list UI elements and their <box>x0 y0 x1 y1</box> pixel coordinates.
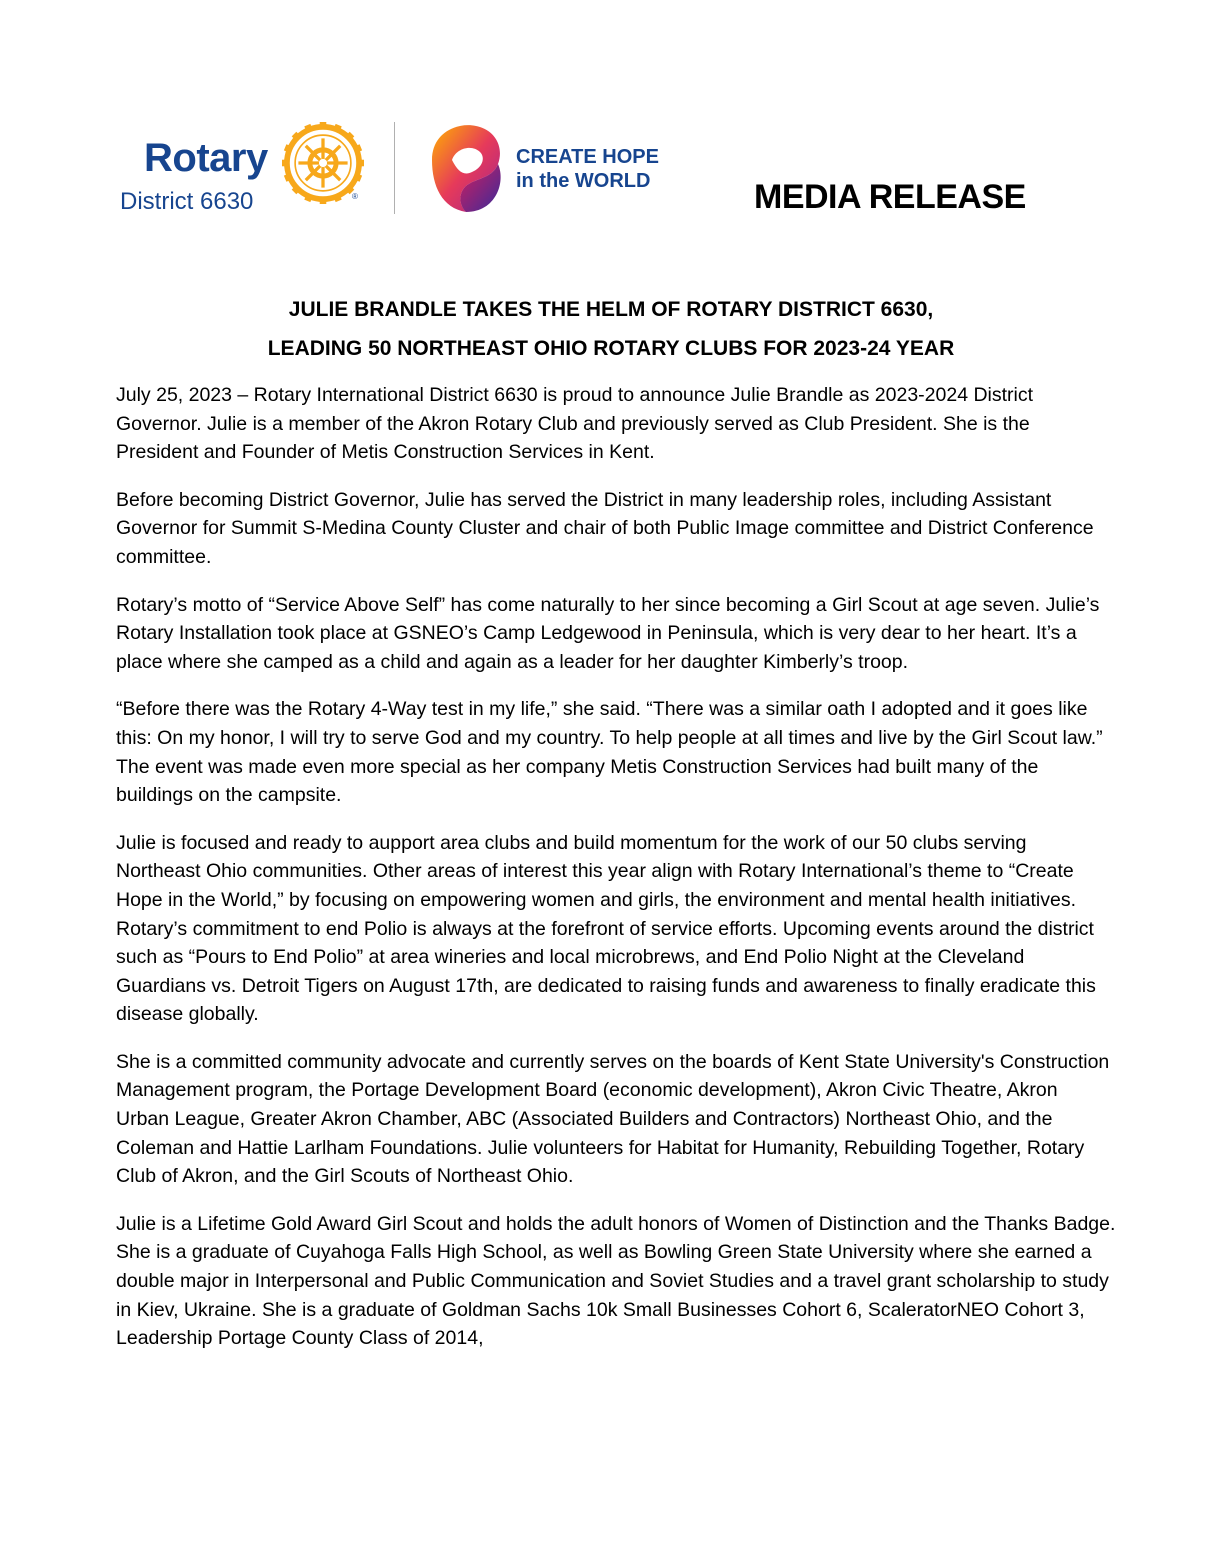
paragraph: July 25, 2023 – Rotary International District 6630 is proud to announce Julie Brandle as 2023-2024 District Governor. Julie is a member of the Akron Rotary Club and previously served as Club President. She is the President and Founder of Metis Construction Services in Kent. <box>116 384 1034 464</box>
logo-divider <box>394 122 395 214</box>
rotary-brand-text: Rotary <box>144 136 268 180</box>
paragraph: She is a committed community advocate and currently serves on the boards of Kent State University's Construction Management program, the Portage Development Board (economic development), Akron Civic Theatre, Akron Urban League, Greater Akron Chamber, ABC (Associated Builders and Contractors) Northeast Ohio, and the Coleman and Hattie Larlham Foundations. Julie volunteers for Habitat for Humanity, Rebuilding Together, Rotary Club of Akron, and the Girl Scouts of Northeast Ohio. <box>116 1050 1110 1188</box>
paragraph: Rotary’s motto of “Service Above Self” has come naturally to her since becoming a Girl Scout at age seven. Julie’s Rotary Installation took place at GSNEO’s Camp Ledgewood in Peninsula, which is very dear to her heart. It’s a place where she camped as a child and again as a leader for her daughter Kimberly’s troop. <box>116 593 1100 673</box>
rotary-district-text: District 6630 <box>120 188 254 215</box>
paragraph: Julie is focused and ready to aupport area clubs and build momentum for the work of our 50 clubs serving Northeast Ohio communities. Other areas of interest this year align with Rotary International’s theme to “Create Hope in the World,” by focusing on empowering women and girls, the environment and mental health initiatives. Rotary’s commitment to end Polio is always at the forefront of service efforts. Upcoming events around the district such as “Pours to End Polio” at area wineries and local microbrews, and End Polio Night at the Cleveland Guardians vs. Detroit Tigers on August 17th, are dedicated to raising funds and awareness to finally eradicate this disease globally. <box>116 831 1096 1026</box>
paragraph: “Before there was the Rotary 4-Way test in my life,” she said. “There was a similar oath I adopted and it goes like this: On my honor, I will try to serve God and my country. To help people at all times and live by the Girl Scout law.” The event was made even more special as her company Metis Construction Services had built many of the buildings on the campsite. <box>116 698 1103 807</box>
headline-line-1: JULIE BRANDLE TAKES THE HELM OF ROTARY DISTRICT 6630, <box>288 298 934 321</box>
paragraph: Before becoming District Governor, Julie has served the District in many leadership roles, including Assistant Governor for Summit S-Medina County Cluster and chair of both Public Image committee and District Conference committee. <box>116 488 1094 568</box>
headline-line-2: LEADING 50 NORTHEAST OHIO ROTARY CLUBS FOR 2023-24 YEAR <box>267 337 955 360</box>
release-body <box>116 381 1116 1372</box>
headline <box>116 290 1106 368</box>
in-the-world-text: in the WORLD <box>516 170 651 192</box>
paragraph: Julie is a Lifetime Gold Award Girl Scout and holds the adult honors of Women of Distinction and the Thanks Badge. She is a graduate of Cuyahoga Falls High School, as well as Bowling Green State University where she earned a double major in Interpersonal and Public Communication and Soviet Studies and a travel grant scholarship to study in Kiev, Ukraine. She is a graduate of Goldman Sachs 10k Small Businesses Cohort 6, ScaleratorNEO Cohort 3, Leadership Portage County Class of 2014, <box>116 1212 1116 1350</box>
media-release-label: MEDIA RELEASE <box>754 178 1026 216</box>
create-hope-text: CREATE HOPE <box>516 146 659 168</box>
registered-mark: ® <box>352 192 358 201</box>
create-hope-logo-icon <box>424 120 508 216</box>
header-logos <box>118 118 718 218</box>
